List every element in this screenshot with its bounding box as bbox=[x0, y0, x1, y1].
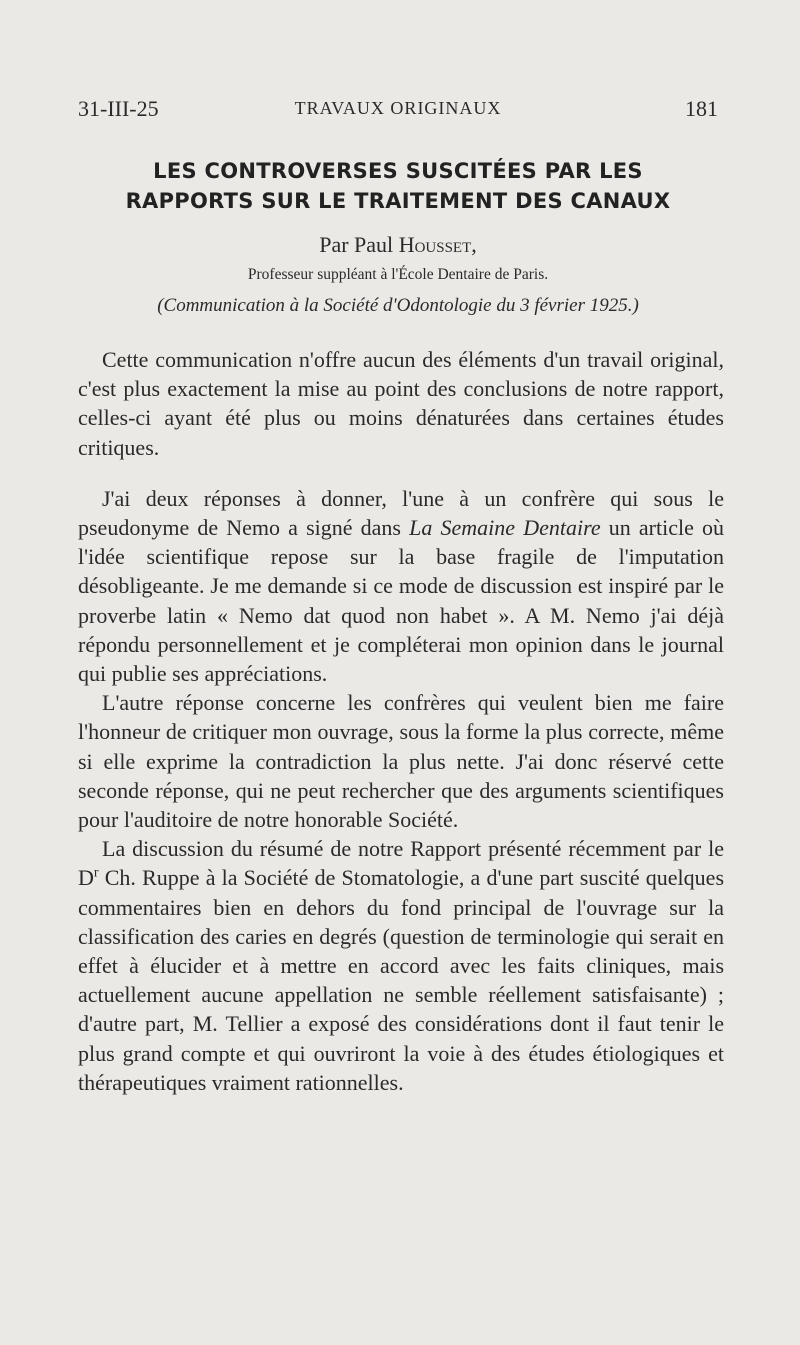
paragraph-4-text-b: Ch. Ruppe à la Société de Stomatologie, a d'une part suscité quelques commentaires bien en dehors du fond principal de l'ouvrage sur la classification des caries en degrés (question de terminologie qui serait en effet à élucider et à mettre en accord avec les faits cliniques, mais actuellement aucune appellation ne semble réellement satisfaisante) ; d'autre part, M. Tellier a exposé des considérations dont il faut tenir le plus grand compte et qui ouvriront la voie à des études étiologiques et thérapeutiques vraiment rationnelles. bbox=[78, 865, 724, 1095]
page-number: 181 bbox=[685, 96, 718, 121]
paragraph-3: L'autre réponse concerne les confrères qui veulent bien me faire l'honneur de critiquer mon ouvrage, sous la forme la plus correcte, même si elle exprime la contradiction la plus nette. J'ai donc réservé cette seconde réponse, qui ne peut rechercher que des arguments scientifiques pour l'auditoire de notre honorable Société. bbox=[78, 690, 724, 833]
paragraph-1: Cette communication n'offre aucun des éléments d'un travail original, c'est plus exactement la mise au point des conclusions de notre rapport, celles-ci ayant été plus ou moins dénaturées dans certaines études critiques. bbox=[78, 347, 724, 460]
author-affiliation: Professeur suppléant à l'École Dentaire de Paris. bbox=[247, 266, 549, 283]
issue-date: 31-III-25 bbox=[78, 96, 159, 121]
paragraph-2 bbox=[78, 484, 724, 688]
author-name: Housset bbox=[398, 232, 472, 257]
paragraph-2-text-a: J'ai deux réponses à donner, l'une à un confrère qui sous le pseudonyme de Nemo a signé dans bbox=[78, 485, 724, 541]
author-byline bbox=[78, 232, 718, 258]
section-title: TRAVAUX ORIGINAUX bbox=[294, 98, 502, 118]
byline-suffix: , bbox=[471, 232, 477, 257]
article-title bbox=[78, 156, 718, 216]
article-title-line-1: LES CONTROVERSES SUSCITÉES PAR LES bbox=[153, 159, 643, 183]
article-title-line-2: RAPPORTS SUR LE TRAITEMENT DES CANAUX bbox=[125, 189, 671, 213]
paragraph-4-text-a: La discussion du résumé de notre Rapport présenté récemment par le D bbox=[78, 836, 724, 891]
running-header bbox=[78, 96, 718, 126]
journal-title: La Semaine Dentaire bbox=[409, 515, 601, 541]
paragraph-4 bbox=[78, 834, 724, 1097]
doctor-abbrev-superscript: r bbox=[93, 866, 99, 882]
byline-prefix: Par Paul bbox=[319, 232, 399, 257]
communication-note: (Communication à la Société d'Odontologie du 3 février 1925.) bbox=[157, 295, 639, 316]
paragraph-2-text-b: un article où l'idée scientifique repose sur la base fragile de l'imputation désobligeante. Je me demande si ce mode de discussion est inspiré par le proverbe latin « Nemo dat quod non habet ». A M. Nemo j'ai déjà répondu personnellement et je compléterai mon opinion dans le journal qui publie ses appréciations. bbox=[78, 515, 724, 687]
article-body bbox=[78, 345, 724, 1097]
